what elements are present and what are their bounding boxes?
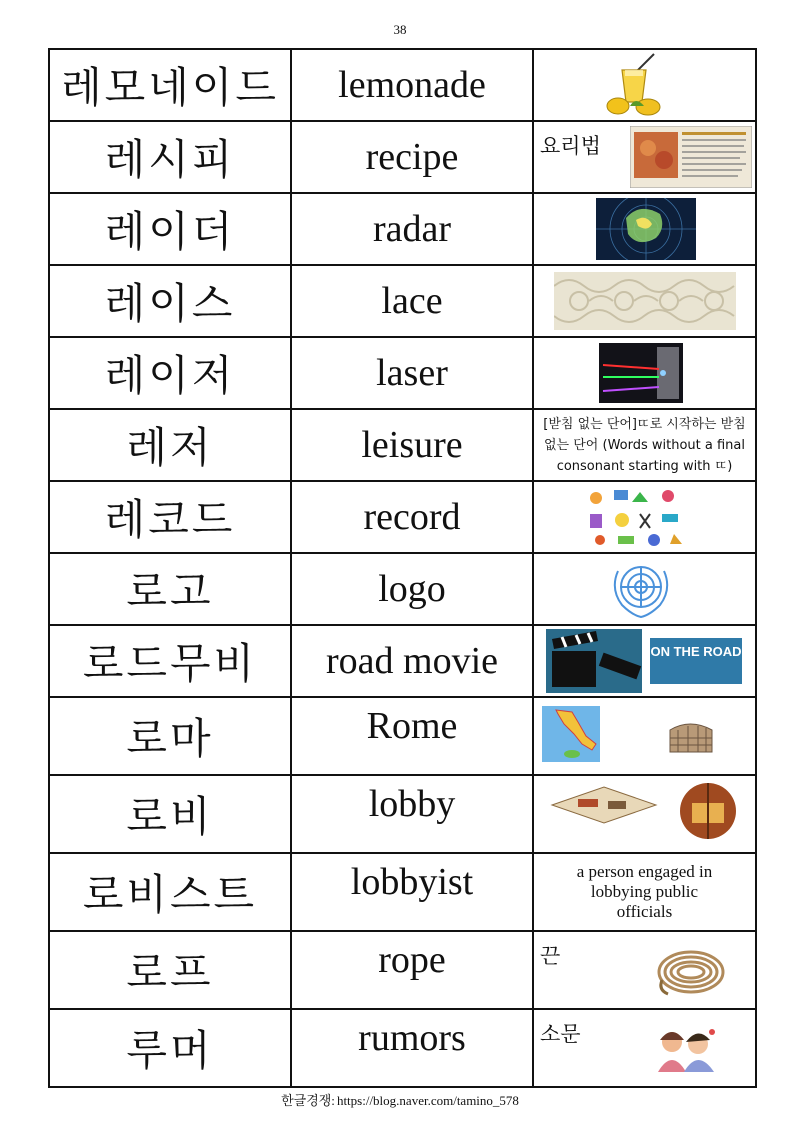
korean-word: 루머 xyxy=(49,1009,291,1087)
korean-word: 레코드 xyxy=(49,481,291,553)
korean-word: 레이더 xyxy=(49,193,291,265)
table-row xyxy=(49,625,756,697)
korean-word: 로비 xyxy=(49,775,291,853)
korean-word: 레모네이드 xyxy=(49,49,291,121)
table-row xyxy=(49,931,756,1009)
english-word: radar xyxy=(291,193,533,265)
rope-coil-icon xyxy=(654,940,728,998)
english-word: Rome xyxy=(291,697,533,775)
picture-cell xyxy=(533,553,756,625)
picture-cell xyxy=(533,775,756,853)
definition-note: [받침 없는 단어]ㄸ로 시작하는 받침 없는 단어 (Words without a final consonant starting with ㄸ) xyxy=(543,416,746,474)
english-word: record xyxy=(291,481,533,553)
picture-cell xyxy=(533,49,756,121)
picture-cell xyxy=(533,625,756,697)
un-emblem-icon xyxy=(604,557,678,621)
english-word: recipe xyxy=(291,121,533,193)
korean-word: 로고 xyxy=(49,553,291,625)
picture-cell xyxy=(533,1009,756,1087)
lobby-room-icon xyxy=(548,781,738,843)
korean-meaning: 소문 xyxy=(540,1022,581,1046)
english-word: rumors xyxy=(291,1009,533,1087)
english-word: lemonade xyxy=(291,49,533,121)
korean-word: 레저 xyxy=(49,409,291,481)
picture-cell xyxy=(533,265,756,337)
footer-label: 한글경쟁: xyxy=(281,1093,335,1108)
korean-word: 로비스트 xyxy=(49,853,291,931)
table-row xyxy=(49,697,756,775)
table-row xyxy=(49,49,756,121)
footer-link[interactable]: https://blog.naver.com/tamino_578 xyxy=(336,1093,519,1108)
vocabulary-table xyxy=(48,48,757,1088)
picture-cell xyxy=(533,853,756,931)
whisper-people-icon xyxy=(650,1026,720,1072)
korean-word: 로드무비 xyxy=(49,625,291,697)
picture-cell xyxy=(533,697,756,775)
footer xyxy=(0,1090,800,1109)
table-row xyxy=(49,121,756,193)
picture-cell xyxy=(533,409,756,481)
lemonade-glass-icon xyxy=(596,52,676,118)
picture-cell xyxy=(533,121,756,193)
korean-meaning: 요리법 xyxy=(540,134,601,158)
korean-meaning: 끈 xyxy=(540,944,561,968)
english-word: lobbyist xyxy=(291,853,533,931)
english-word: road movie xyxy=(291,625,533,697)
radar-screen-icon xyxy=(596,198,696,260)
doodles-icon xyxy=(584,486,694,548)
picture-cell xyxy=(533,481,756,553)
english-word: leisure xyxy=(291,409,533,481)
lace-ribbon-icon xyxy=(554,272,736,330)
italy-map-colosseum-icon xyxy=(542,706,732,764)
road-poster: ON THE ROAD xyxy=(650,638,742,684)
english-word: lace xyxy=(291,265,533,337)
table-row xyxy=(49,775,756,853)
table-row xyxy=(49,265,756,337)
table-row xyxy=(49,481,756,553)
english-word: rope xyxy=(291,931,533,1009)
korean-word: 레이스 xyxy=(49,265,291,337)
korean-word: 레시피 xyxy=(49,121,291,193)
definition-note: a person engaged in lobbying public officials xyxy=(576,862,713,921)
table-row xyxy=(49,337,756,409)
picture-cell xyxy=(533,931,756,1009)
picture-cell xyxy=(533,337,756,409)
table-row xyxy=(49,1009,756,1087)
table-row xyxy=(49,553,756,625)
english-word: laser xyxy=(291,337,533,409)
recipe-card-icon xyxy=(630,126,752,188)
english-word: logo xyxy=(291,553,533,625)
table-row xyxy=(49,409,756,481)
table-row xyxy=(49,853,756,931)
korean-word: 레이저 xyxy=(49,337,291,409)
english-word: lobby xyxy=(291,775,533,853)
korean-word: 로마 xyxy=(49,697,291,775)
picture-cell xyxy=(533,193,756,265)
table-row xyxy=(49,193,756,265)
clapperboard-icon xyxy=(546,629,642,693)
korean-word: 로프 xyxy=(49,931,291,1009)
laser-beam-icon xyxy=(599,343,683,403)
page-number: 38 xyxy=(393,22,407,37)
